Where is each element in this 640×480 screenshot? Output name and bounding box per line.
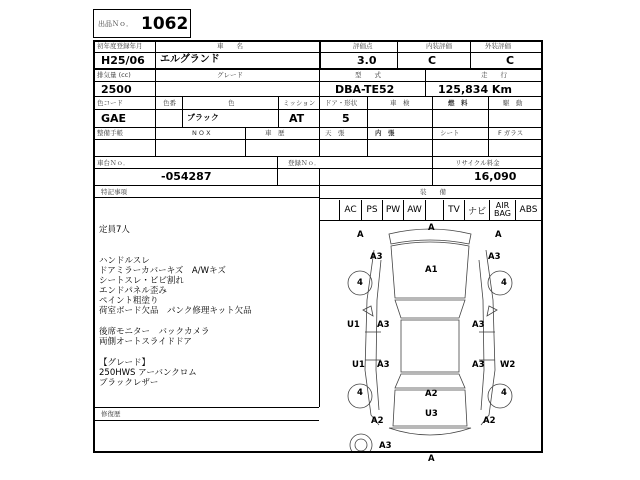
color-label: 色 [228, 99, 235, 107]
history-label: 車 歴 [265, 129, 285, 137]
note-line: 定員7人 [99, 225, 130, 235]
equipment-ps: PS [362, 200, 383, 220]
damage-mark: A3 [377, 320, 390, 330]
rear-bumper-shape [389, 428, 471, 435]
note-line: ペイント粗塗り [99, 296, 159, 306]
repair-history-label: 修復歴 [101, 410, 121, 418]
color-value: ブラック [187, 113, 219, 122]
score-label: 評価点 [353, 42, 373, 50]
windshield-shape [395, 300, 465, 318]
equipment-blank [426, 200, 444, 220]
first-reg-label: 初年度登録年月 [97, 42, 143, 50]
equipment-ac: AC [340, 200, 362, 220]
note-line: ブラックレザー [99, 378, 159, 388]
damage-mark: A [428, 223, 435, 233]
mileage-label: 走 行 [481, 71, 507, 79]
front-glass-label: F ガラス [498, 129, 524, 137]
mission-value: AT [289, 112, 305, 125]
note-line: エンドパネル歪み [99, 286, 167, 296]
note-line: シートスレ・ビビ割れ [99, 276, 184, 286]
damage-mark: A1 [425, 265, 438, 275]
interior-score-label: 内装評価 [426, 42, 452, 50]
equipment-airbag: AIR BAG [490, 200, 516, 220]
note-line: 両側オートスライドドア [99, 337, 192, 347]
equipment-label: 装 備 [420, 188, 446, 196]
seat-label: シート [440, 129, 460, 137]
right-body-inner [479, 260, 484, 410]
color-number-label: 色番 [163, 99, 176, 107]
note-line: 後席モニター バックカメラ [99, 327, 210, 337]
mission-label: ミッション [283, 99, 316, 107]
displacement-value: 2500 [101, 83, 132, 96]
damage-mark: A3 [488, 252, 501, 262]
damage-mark: U3 [425, 409, 438, 419]
exterior-score-value: C [506, 54, 515, 67]
lot-number: 1062 [141, 14, 189, 34]
rear-window-shape [395, 374, 465, 388]
lot-number-box [93, 9, 191, 38]
damage-mark: A3 [472, 360, 485, 370]
damage-mark: A3 [370, 252, 383, 262]
lot-label: 出品Ｎｏ． [98, 20, 133, 28]
wheel-front-right [488, 271, 512, 295]
damage-mark: 4 [357, 278, 363, 288]
exterior-score-label: 外装評価 [485, 42, 511, 50]
drive-label: 駆 動 [503, 99, 523, 107]
equipment-navi: ナビ [465, 200, 490, 220]
roof-shape [401, 320, 459, 372]
displacement-label: 排気量 (cc) [97, 71, 131, 79]
damage-mark: 4 [357, 388, 363, 398]
damage-mark: 4 [501, 278, 507, 288]
chassis-value: -054287 [161, 170, 212, 183]
damage-mark: A [495, 230, 502, 240]
score-value: 3.0 [357, 54, 377, 67]
model-value: DBA-TE52 [335, 83, 395, 96]
note-line: ハンドルスレ [99, 256, 150, 266]
equipment-tv: TV [444, 200, 465, 220]
damage-mark: A3 [379, 441, 392, 451]
recycle-label: リサイクル料金 [455, 159, 500, 167]
note-line: 250HWS アーバンクロム [99, 368, 197, 378]
color-code-label: 色コード [97, 99, 123, 107]
car-name-value: エルグランド [160, 54, 220, 65]
damage-mark: A [428, 454, 435, 464]
first-reg-value: H25/06 [101, 54, 145, 67]
grade-label: グレード [217, 71, 243, 79]
damage-mark: A3 [377, 360, 390, 370]
spare-tire [350, 434, 372, 451]
interior-score-value: C [428, 54, 437, 67]
manual-label: 整備手帳 [97, 129, 123, 137]
damage-mark: A [357, 230, 364, 240]
damage-mark: A2 [425, 389, 438, 399]
chassis-label: 車台Ｎｏ． [97, 159, 130, 167]
equipment-abs: ABS [519, 205, 538, 215]
special-notes-label: 特記事項 [101, 188, 127, 196]
damage-mark: W2 [500, 360, 516, 370]
color-code-value: GAE [101, 112, 127, 125]
damage-mark: A2 [483, 416, 496, 426]
damage-mark: 4 [501, 388, 507, 398]
mileage-value: 125,834 Km [438, 83, 512, 96]
damage-mark: A2 [371, 416, 384, 426]
damage-mark: U1 [352, 360, 365, 370]
doors-value: 5 [342, 112, 350, 125]
model-label: 型 式 [355, 71, 381, 79]
interior-trim-label: 内 張 [375, 129, 395, 137]
fuel-label: 燃 料 [448, 99, 468, 107]
damage-mark: A3 [472, 320, 485, 330]
damage-mark: U1 [347, 320, 360, 330]
doors-label: ドア・形状 [325, 99, 358, 107]
note-line: 【グレード】 [99, 358, 151, 368]
left-body-inner [376, 260, 381, 410]
inspection-label: 車 検 [390, 99, 410, 107]
nox-label: N O X [192, 129, 211, 137]
note-line: 荷室ボード欠品 パンク修理キット欠品 [99, 306, 252, 316]
note-line: ドアミラーカバーキズ A/Wキズ [99, 266, 226, 276]
recycle-value: 16,090 [474, 170, 517, 183]
equipment-pw: PW [383, 200, 404, 220]
equipment-aw: AW [404, 200, 426, 220]
sunroof-label: 天 張 [325, 129, 345, 137]
car-name-label: 車 名 [217, 42, 243, 50]
registration-label: 登録Ｎｏ． [288, 159, 321, 167]
